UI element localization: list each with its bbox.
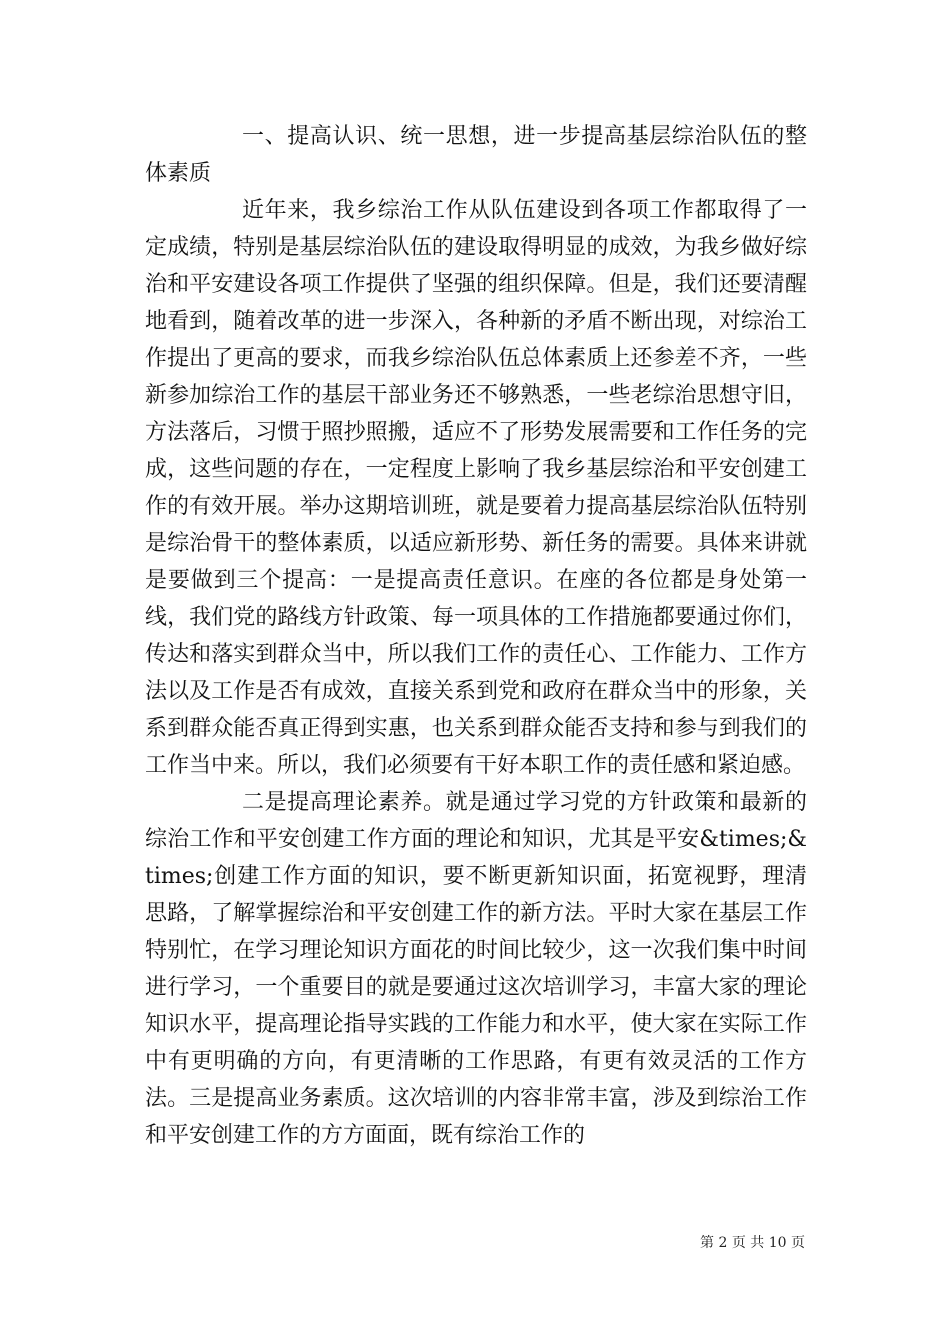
body-paragraph-1: 近年来，我乡综治工作从队伍建设到各项工作都取得了一定成绩，特别是基层综治队伍的建设取得明显的成效，为我乡做好综治和平安建设各项工作提供了坚强的组织保障。但是，我们还要清醒地看到，随着改革的进一步深入，各种新的矛盾不断出现，对综治工作提出了更高的要求，而我乡综治队伍总体素质上还参差不齐，一些新参加综治工作的基层干部业务还不够熟悉，一些老综治思想守旧，方法落后，习惯于照抄照搬，适应不了形势发展需要和工作任务的完成，这些问题的存在，一定程度上影响了我乡基层综治和平安创建工作的有效开展。举办这期培训班，就是要着力提高基层综治队伍特别是综治骨干的整体素质，以适应新形势、新任务的需要。具体来讲就是要做到三个提高：一是提高责任意识。在座的各位都是身处第一线，我们党的路线方针政策、每一项具体的工作措施都要通过你们，传达和落实到群众当中，所以我们工作的责任心、工作能力、工作方法以及工作是否有成效，直接关系到党和政府在群众当中的形象，关系到群众能否真正得到实惠，也关系到群众能否支持和参与到我们的工作当中来。所以，我们必须要有干好本职工作的责任感和紧迫感。 <box>145 198 807 778</box>
section-heading: 一、提高认识、统一思想，进一步提高基层综治队伍的整体素质 <box>145 124 807 186</box>
body-paragraph-2: 二是提高理论素养。就是通过学习党的方针政策和最新的综治工作和平安创建工作方面的理论和知识，尤其是平安&times;&times;创建工作方面的知识，要不断更新知识面，拓宽视野，理清思路，了解掌握综治和平安创建工作的新方法。平时大家在基层工作特别忙，在学习理论知识方面花的时间比较少，这一次我们集中时间进行学习，一个重要目的就是要通过这次培训学习，丰富大家的理论知识水平，提高理论指导实践的工作能力和水平，使大家在实际工作中有更明确的方向，有更清晰的工作思路，有更有效灵活的工作方法。三是提高业务素质。这次培训的内容非常丰富，涉及到综治工作和平安创建工作的方方面面，既有综治工作的 <box>145 790 807 1148</box>
document-body <box>145 118 807 1154</box>
page-number-footer: 第 2 页 共 10 页 <box>700 1235 805 1251</box>
